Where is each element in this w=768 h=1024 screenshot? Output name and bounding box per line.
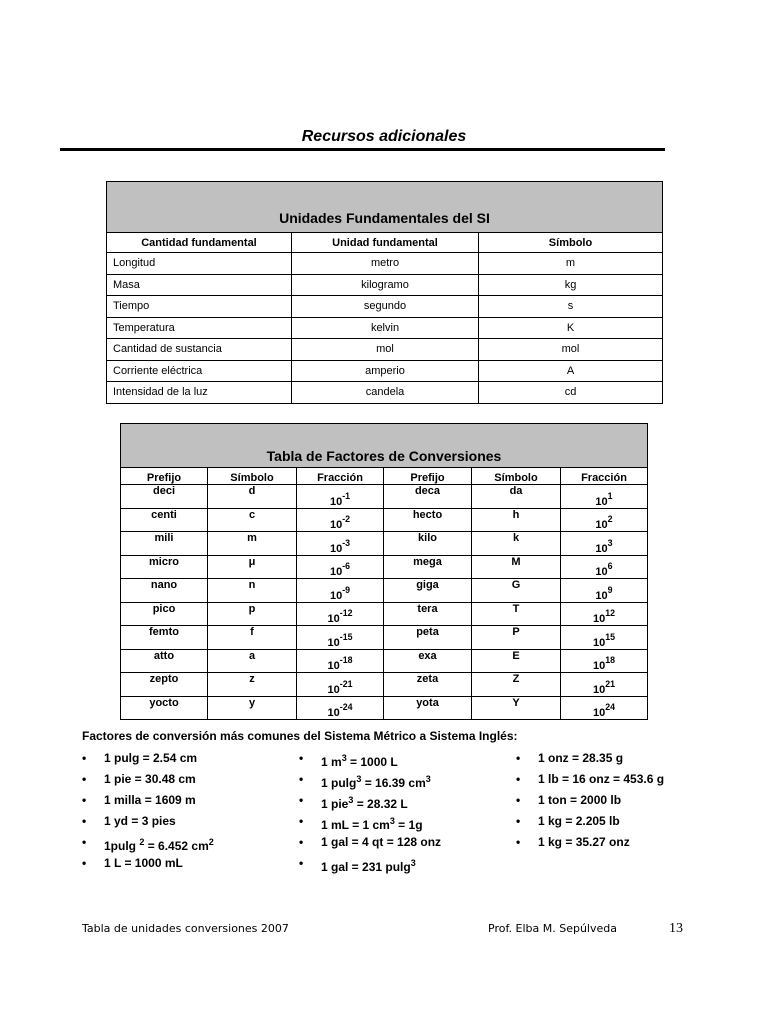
si-quantity-cell: Corriente eléctrica [107,360,292,382]
power-exponent: 18 [605,655,616,665]
power-exponent: -21 [339,678,353,689]
si-col-unit: Unidad fundamental [292,233,479,253]
si-symbol-cell: A [479,360,663,382]
fraction-cell [297,532,384,556]
bullet-icon: • [299,814,304,828]
symbol-cell: P [472,626,561,650]
power-exponent: -15 [339,631,353,642]
factor-table-title: Tabla de Factores de Conversiones [121,424,648,468]
si-table-title: Unidades Fundamentales del SI [107,182,663,233]
conversions-column-2 [299,750,441,876]
conversion-text: 1 ton = 2000 lb [538,793,622,807]
fraction-cell [297,673,384,697]
symbol-cell: z [208,673,297,697]
si-unit-cell: segundo [292,296,479,318]
symbol-cell: T [472,602,561,626]
list-item [82,813,214,834]
si-units-table [106,181,663,404]
bullet-icon: • [299,856,304,870]
list-item [82,834,214,855]
power-base: 10 [595,495,608,508]
table-row [107,382,663,404]
fraction-cell [297,626,384,650]
si-quantity-cell: Longitud [107,253,292,275]
si-symbol-cell: mol [479,339,663,361]
symbol-cell: d [208,485,297,509]
symbol-cell: M [472,555,561,579]
si-unit-cell: metro [292,253,479,275]
prefix-cell: mili [121,532,208,556]
power-exponent: 24 [605,702,616,712]
power-base: 10 [327,660,340,672]
list-item [82,855,214,876]
table-row [121,696,648,720]
power-exponent: 21 [605,678,616,689]
bullet-icon: • [516,793,521,807]
symbol-cell: E [472,649,561,673]
conversion-text: = 1000 L [346,755,398,769]
power-base: 10 [595,519,608,531]
fraction-cell [297,579,384,603]
symbol-cell: f [208,626,297,650]
fraction-cell [561,649,648,673]
symbol-cell: h [472,508,561,532]
prefix-cell: micro [121,555,208,579]
power-base: 10 [329,519,343,531]
power-exponent: -6 [342,561,351,571]
conversion-text: 1 gal = 4 qt = 128 onz [321,835,442,849]
footer-author: Prof. Elba M. Sepúlveda [488,922,617,935]
power-exponent: -9 [342,584,351,595]
symbol-cell: k [472,532,561,556]
factor-col-prefix: Prefijo [121,468,208,485]
si-unit-cell: kelvin [292,317,479,339]
power-base: 10 [329,495,343,508]
exponent: 3 [410,858,416,868]
power-base: 10 [595,566,608,578]
si-quantity-cell: Intensidad de la luz [107,382,292,404]
symbol-cell: p [208,602,297,626]
footer-document-title: Tabla de unidades conversiones 2007 [82,922,289,935]
power-exponent: 12 [605,608,616,618]
power-base: 10 [592,660,606,672]
list-item [82,750,214,771]
power-exponent: 1 [607,490,613,501]
bullet-icon: • [516,751,521,765]
list-item [516,813,664,834]
fraction-cell [561,579,648,603]
power-base: 10 [595,542,608,555]
bullet-icon: • [299,772,304,786]
conversion-text: 1 pulg = 2.54 cm [104,751,198,765]
si-symbol-cell: m [479,253,663,275]
prefix-cell: zeta [384,673,472,697]
fraction-cell [297,696,384,720]
conversion-text: 1pulg [104,839,140,853]
power-exponent: 15 [605,631,616,642]
table-row [121,602,648,626]
title-rule [60,148,665,151]
fraction-cell [297,649,384,673]
symbol-cell: n [208,579,297,603]
table-row [121,555,648,579]
power-base: 10 [592,636,606,649]
power-exponent: -1 [342,490,351,501]
prefix-cell: centi [121,508,208,532]
conversion-text: = 1g [394,818,423,832]
conversion-factor-table [120,423,648,720]
symbol-cell: m [208,532,297,556]
conversion-text: 1 milla = 1609 m [104,793,196,807]
symbol-cell: da [472,485,561,509]
fraction-cell [297,508,384,532]
power-exponent: -2 [342,514,351,524]
power-exponent: -12 [339,608,353,618]
prefix-cell: hecto [384,508,472,532]
table-row [107,317,663,339]
si-unit-cell: mol [292,339,479,361]
symbol-cell: y [208,696,297,720]
conversion-text: 1 pie = 30.48 cm [104,772,196,786]
list-item [299,750,441,771]
exponent: 3 [348,795,354,805]
bullet-icon: • [82,856,87,870]
si-col-symbol: Símbolo [479,233,663,253]
bullet-icon: • [516,772,521,786]
exponent: 3 [341,753,347,763]
conversion-text: 1 m [321,755,342,769]
si-col-quantity: Cantidad fundamental [107,233,292,253]
fraction-cell [561,626,648,650]
factor-col-symbol: Símbolo [472,468,561,485]
list-item [299,834,441,855]
prefix-cell: kilo [384,532,472,556]
table-row [121,532,648,556]
power-exponent: 3 [607,537,613,548]
power-exponent: -3 [342,537,351,548]
factor-col-symbol: Símbolo [208,468,297,485]
table-row [107,253,663,275]
table-row [107,339,663,361]
prefix-cell: deci [121,485,208,509]
prefix-cell: peta [384,626,472,650]
si-symbol-cell: s [479,296,663,318]
bullet-icon: • [299,751,304,765]
exponent: 3 [425,774,431,784]
bullet-icon: • [516,814,521,828]
power-base: 10 [592,613,606,625]
factor-col-fraction: Fracción [561,468,648,485]
exponent: 3 [389,816,395,826]
prefix-cell: deca [384,485,472,509]
prefix-cell: zepto [121,673,208,697]
si-unit-cell: amperio [292,360,479,382]
fraction-cell [561,673,648,697]
list-item [299,813,441,834]
si-unit-cell: candela [292,382,479,404]
conversion-text: 1 lb = 16 onz = 453.6 g [538,772,665,786]
fraction-cell [297,555,384,579]
conversion-text: = 28.32 L [353,797,408,811]
prefix-cell: pico [121,602,208,626]
bullet-icon: • [82,793,87,807]
power-base: 10 [327,636,340,649]
bullet-icon: • [82,751,87,765]
list-item [82,792,214,813]
conversion-text: 1 onz = 28.35 g [538,751,624,765]
conversions-heading: Factores de conversión más comunes del Sistema Métrico a Sistema Inglés: [82,729,518,743]
conversion-text: 1 mL = 1 cm [321,818,390,832]
list-item [516,771,664,792]
symbol-cell: c [208,508,297,532]
conversion-text: = 6.452 cm [144,839,209,853]
symbol-cell: Z [472,673,561,697]
table-row [121,626,648,650]
si-quantity-cell: Cantidad de sustancia [107,339,292,361]
power-exponent: 6 [607,561,613,571]
power-base: 10 [592,707,606,719]
symbol-cell: Y [472,696,561,720]
prefix-cell: femto [121,626,208,650]
conversion-text: 1 gal = 231 pulg [321,860,411,874]
table-row [107,360,663,382]
list-item [516,750,664,771]
power-base: 10 [327,613,340,625]
fraction-cell [561,602,648,626]
exponent: 3 [356,774,362,784]
power-exponent: -18 [339,655,353,665]
power-base: 10 [329,542,343,555]
power-base: 10 [327,683,340,696]
prefix-cell: atto [121,649,208,673]
si-quantity-cell: Masa [107,274,292,296]
list-item [516,834,664,855]
bullet-icon: • [82,835,87,849]
page-title: Recursos adicionales [301,128,467,145]
prefix-cell: mega [384,555,472,579]
si-symbol-cell: cd [479,382,663,404]
fraction-cell [561,696,648,720]
si-symbol-cell: kg [479,274,663,296]
si-quantity-cell: Tiempo [107,296,292,318]
exponent: 2 [208,837,214,847]
conversion-text: 1 pie [321,797,349,811]
fraction-cell [561,555,648,579]
fraction-cell [561,485,648,509]
conversion-text: 1 yd = 3 pies [104,814,176,828]
power-base: 10 [327,707,340,719]
list-item [82,771,214,792]
si-unit-cell: kilogramo [292,274,479,296]
conversions-column-1 [82,750,214,876]
prefix-cell: yota [384,696,472,720]
table-row [121,508,648,532]
power-base: 10 [329,566,343,578]
list-item [516,792,664,813]
factor-table-body [121,485,648,720]
table-row [121,673,648,697]
bullet-icon: • [82,814,87,828]
prefix-cell: tera [384,602,472,626]
prefix-cell: exa [384,649,472,673]
conversions-column-3 [516,750,664,855]
si-table-body [107,253,663,404]
fraction-cell [561,532,648,556]
exponent: 2 [139,837,145,847]
page-number: 13 [669,921,683,936]
power-base: 10 [329,589,343,602]
list-item [299,855,441,876]
power-base: 10 [592,683,606,696]
power-exponent: 9 [607,584,613,595]
table-row [121,649,648,673]
power-exponent: -24 [339,702,353,712]
conversion-text: 1 L = 1000 mL [104,856,183,870]
power-exponent: 2 [607,514,613,524]
fraction-cell [561,508,648,532]
bullet-icon: • [82,772,87,786]
si-symbol-cell: K [479,317,663,339]
conversion-text: 1 pulg [321,776,357,790]
fraction-cell [297,602,384,626]
table-row [121,579,648,603]
list-item [299,792,441,813]
factor-col-prefix: Prefijo [384,468,472,485]
factor-col-fraction: Fracción [297,468,384,485]
table-row [121,485,648,509]
table-row [107,296,663,318]
power-base: 10 [595,589,608,602]
symbol-cell: a [208,649,297,673]
symbol-cell: G [472,579,561,603]
conversion-text: = 16.39 cm [361,776,426,790]
bullet-icon: • [516,835,521,849]
conversion-text: 1 kg = 35.27 onz [538,835,630,849]
si-quantity-cell: Temperatura [107,317,292,339]
prefix-cell: nano [121,579,208,603]
conversion-text: 1 kg = 2.205 lb [538,814,620,828]
prefix-cell: giga [384,579,472,603]
table-row [107,274,663,296]
bullet-icon: • [299,793,304,807]
symbol-cell: μ [208,555,297,579]
fraction-cell [297,485,384,509]
bullet-icon: • [299,835,304,849]
prefix-cell: yocto [121,696,208,720]
list-item [299,771,441,792]
